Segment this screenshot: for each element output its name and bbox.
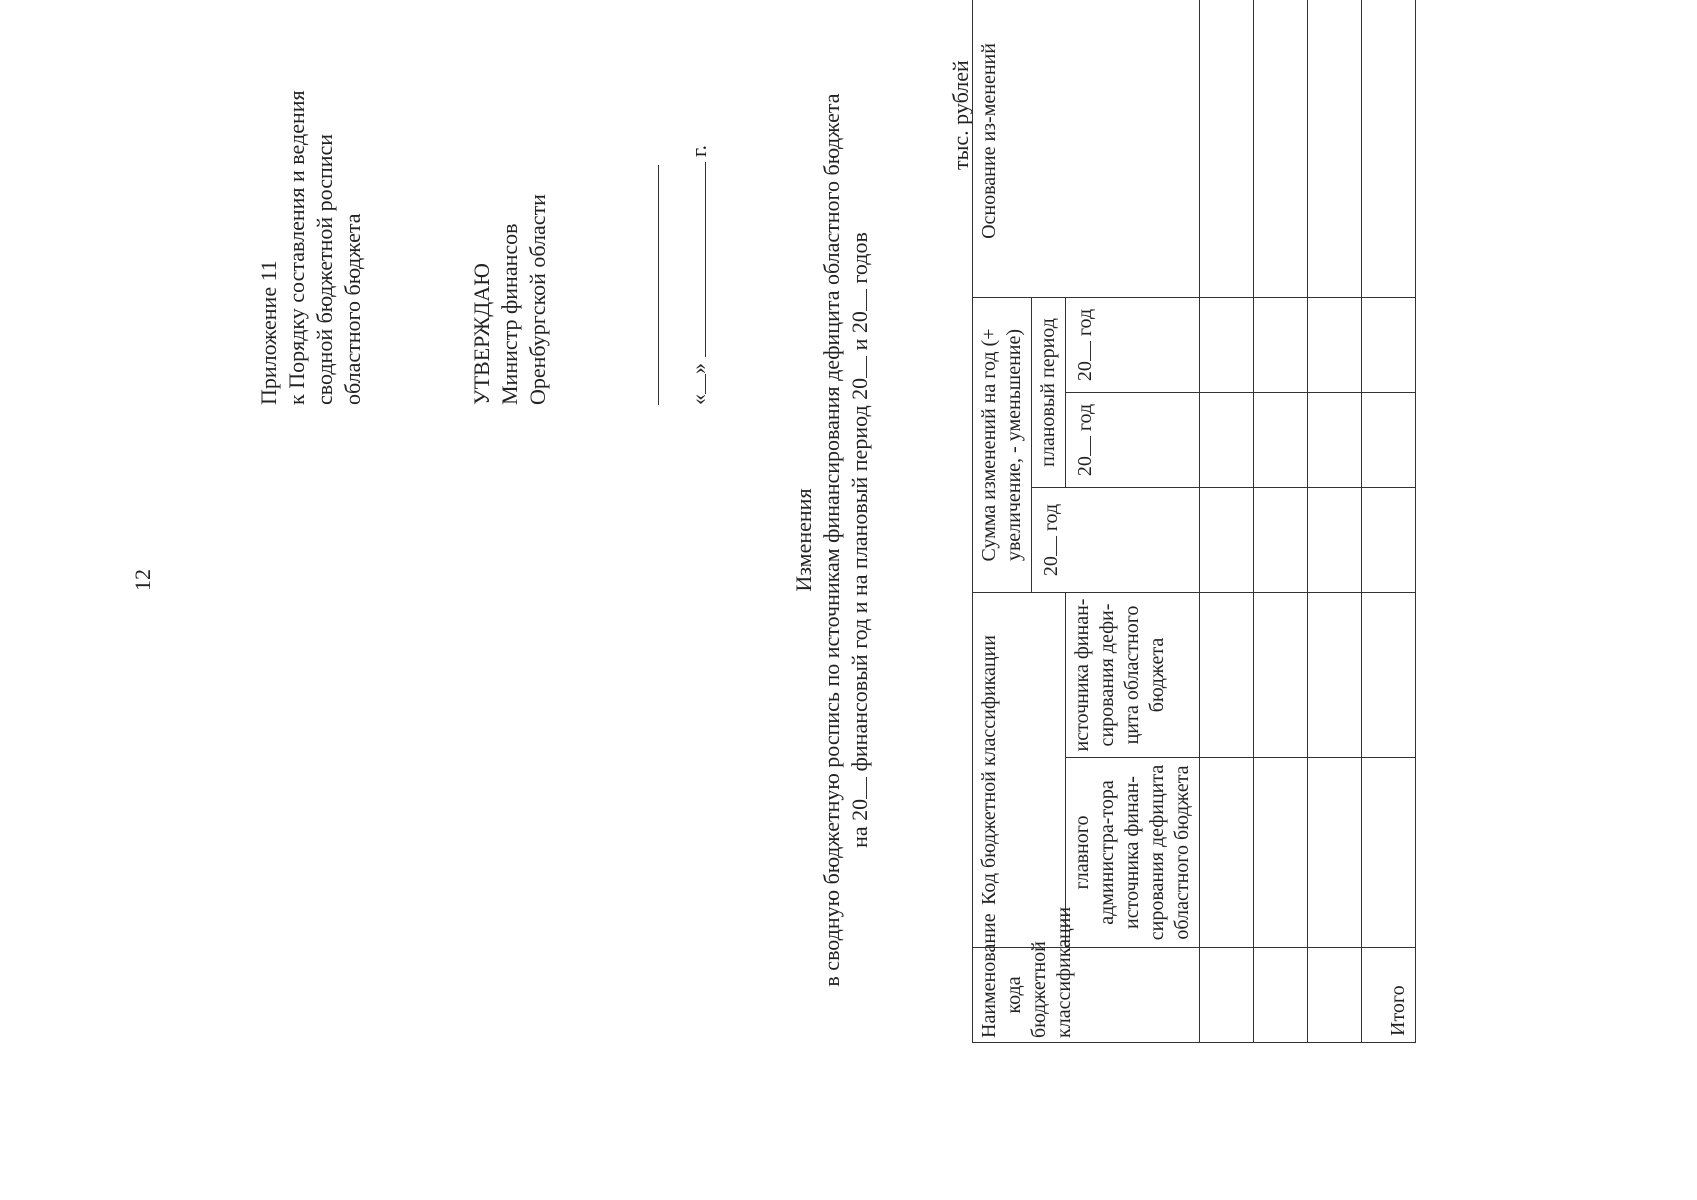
approval-block xyxy=(468,85,552,405)
document-title xyxy=(790,40,874,1040)
page-number: 12 xyxy=(130,569,155,591)
header-code-admin: главного администра-тора источника финан-сирования дефицита областного бюджета xyxy=(1066,758,1200,948)
month-year-blank xyxy=(685,163,706,358)
approval-label: УТВЕРЖДАЮ xyxy=(469,263,494,405)
header-row xyxy=(973,0,1032,1043)
approval-date-line xyxy=(685,105,712,405)
header-current-year: 20 год xyxy=(1032,488,1200,593)
title-period: на 20 финансовый год и на плановый период 20 и 20 годов xyxy=(847,232,872,848)
header-code-source: источника финан-сирования дефи-цита областного бюджета xyxy=(1066,593,1200,758)
header-plan-year-1: 20 год xyxy=(1066,393,1200,488)
total-row xyxy=(1362,0,1416,1043)
appendix-line: Приложение 11 xyxy=(256,260,281,405)
header-code-group: Код бюджетной классификации xyxy=(973,593,1066,948)
approver-position: Оренбургской области xyxy=(525,194,550,405)
title-heading: Изменения xyxy=(791,488,816,592)
table-row xyxy=(1200,0,1254,1043)
appendix-line: сводной бюджетной росписи xyxy=(312,133,337,405)
header-planning-period: плановый период xyxy=(1032,297,1066,487)
quote-open: « xyxy=(686,394,711,405)
signature-line xyxy=(658,165,659,405)
header-plan-year-2: 20 год xyxy=(1066,297,1200,392)
year-suffix: г. xyxy=(686,144,711,157)
header-sum-group: Сумма изменений на год (+ увеличение, - уменьшение) xyxy=(973,297,1032,592)
units-label: тыс. рублей xyxy=(948,60,973,170)
header-basis: Основание из-менений xyxy=(973,0,1200,297)
changes-table xyxy=(972,0,1416,1043)
appendix-line: областного бюджета xyxy=(340,213,365,405)
quote-close: » xyxy=(686,363,711,374)
header-name: Наименование кода бюджетной классификации xyxy=(973,948,1200,1043)
appendix-block xyxy=(255,85,367,405)
title-subtitle: в сводную бюджетную роспись по источникам финансирования дефицита областного бюджета xyxy=(819,93,844,987)
table-row xyxy=(1308,0,1362,1043)
table-row xyxy=(1254,0,1308,1043)
appendix-line: к Порядку составления и ведения xyxy=(284,90,309,405)
total-label: Итого xyxy=(1362,948,1416,1043)
approver-position: Министр финансов xyxy=(497,223,522,405)
day-blank xyxy=(685,374,706,394)
